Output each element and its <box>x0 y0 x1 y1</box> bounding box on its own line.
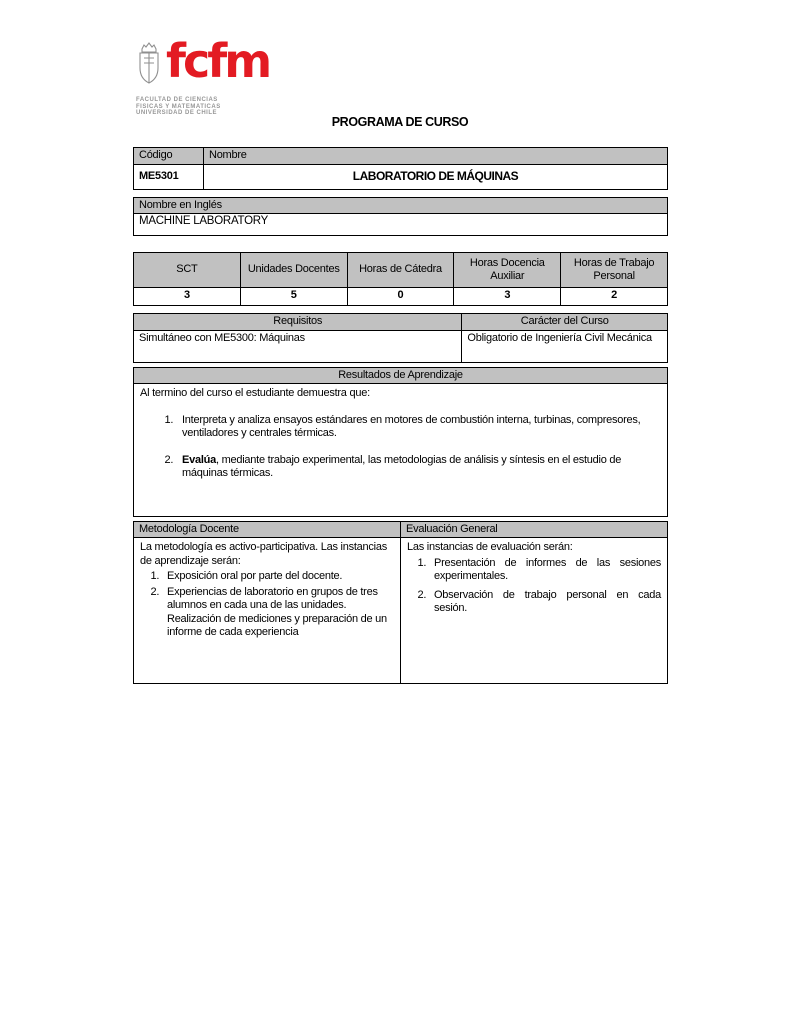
hours-header-unidades: Unidades Docentes <box>240 253 347 288</box>
resultados-intro: Al termino del curso el estudiante demuestra que: <box>140 387 370 399</box>
hours-header-personal: Horas de Trabajo Personal <box>561 253 668 288</box>
requisitos-value: Simultáneo con ME5300: Máquinas <box>134 330 462 362</box>
caracter-header-cell: Carácter del Curso <box>462 314 668 331</box>
metodologia-item: 1. Exposición oral por parte del docente. <box>162 570 394 584</box>
hours-header-catedra: Horas de Cátedra <box>347 253 454 288</box>
metodologia-intro: La metodología es activo-participativa. Las instancias de aprendizaje serán: <box>140 541 387 567</box>
resultados-item-text: , mediante trabajo experimental, las metodologias de análisis y síntesis en el estudio de máquinas térmicas. <box>182 453 622 479</box>
learning-outcomes-table <box>133 367 668 517</box>
metodologia-header-cell: Metodología Docente <box>134 521 401 538</box>
course-code-value: ME5301 <box>134 164 204 189</box>
hours-table <box>133 252 668 306</box>
course-program-document <box>133 147 668 684</box>
logo-subtitle <box>136 97 269 117</box>
evaluacion-header-cell: Evaluación General <box>401 521 668 538</box>
metodologia-item: 2. Experiencias de laboratorio en grupos de tres alumnos en cada una de las unidades. Realización de mediciones y preparación de un informe de cada experiencia <box>162 586 394 640</box>
resultados-item-text: Interpreta y analiza ensayos estándares en motores de combustión interna, turbinas, compresores, ventiladores y centrales térmicas. <box>182 413 641 439</box>
caracter-value: Obligatorio de Ingeniería Civil Mecánica <box>462 330 668 362</box>
hours-value-personal: 2 <box>561 288 668 306</box>
evaluacion-item: 2. Observación de trabajo personal en cada sesión. <box>429 589 661 616</box>
code-name-table <box>133 147 668 190</box>
course-name-value: LABORATORIO DE MÁQUINAS <box>204 164 668 189</box>
requisitos-header-cell: Requisitos <box>134 314 462 331</box>
metodologia-content-cell <box>134 538 401 684</box>
logo-subtitle-line3: UNIVERSIDAD DE CHILE <box>136 110 218 116</box>
methodology-evaluation-table <box>133 521 668 685</box>
requisites-table <box>133 313 668 363</box>
page-title: PROGRAMA DE CURSO <box>331 115 469 129</box>
evaluacion-content-cell <box>401 538 668 684</box>
hours-value-catedra: 0 <box>347 288 454 306</box>
university-crest-icon <box>136 40 162 92</box>
resultados-content-cell <box>134 384 668 517</box>
english-name-header-cell: Nombre en Inglés <box>134 197 668 214</box>
logo-top-row <box>136 34 270 92</box>
resultados-header-cell: Resultados de Aprendizaje <box>134 367 668 384</box>
evaluacion-item: 1. Presentación de informes de las sesiones experimentales. <box>429 557 661 584</box>
fcfm-logo <box>136 34 270 117</box>
logo-subtitle-line2: FISICAS Y MATEMATICAS <box>136 103 221 110</box>
hours-value-sct: 3 <box>134 288 241 306</box>
evaluacion-intro: Las instancias de evaluación serán: <box>407 541 573 553</box>
logo-subtitle-line1: FACULTAD DE CIENCIAS <box>136 97 218 103</box>
hours-header-auxiliar: Horas Docencia Auxiliar <box>454 253 561 288</box>
resultados-list <box>140 414 661 481</box>
hours-value-unidades: 5 <box>240 288 347 306</box>
fcfm-wordmark: fcfm <box>166 34 270 88</box>
metodologia-list <box>140 570 394 640</box>
resultados-item <box>176 414 661 441</box>
hours-header-sct: SCT <box>134 253 241 288</box>
resultados-item <box>176 454 661 481</box>
english-name-table <box>133 197 668 237</box>
hours-value-auxiliar: 3 <box>454 288 561 306</box>
resultados-item-bold: Evalúa <box>182 453 216 466</box>
codigo-label-cell: Código <box>134 148 204 165</box>
nombre-label-cell: Nombre <box>204 148 668 165</box>
english-name-value: MACHINE LABORATORY <box>134 214 668 236</box>
evaluacion-list <box>407 557 661 616</box>
